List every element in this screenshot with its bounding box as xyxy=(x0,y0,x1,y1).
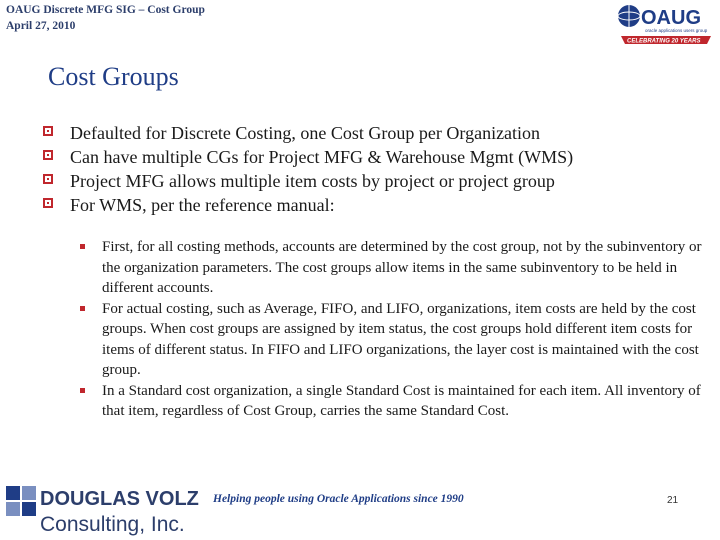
list-item: For actual costing, such as Average, FIFO, and LIFO, organizations, item costs are held by the cost groups. When cost groups are assigned by item status, the cost groups hold different item costs for items of different status. In FIFO and LIFO organizations, the layer cost is maintained with the cost group. xyxy=(102,299,712,381)
checkbox-bullet-icon xyxy=(43,126,53,136)
douglas-volz-logo xyxy=(0,472,200,540)
square-bullet-icon xyxy=(80,244,85,249)
list-item: Can have multiple CGs for Project MFG & Warehouse Mgmt (WMS) xyxy=(70,145,573,169)
sub-bullet-list xyxy=(102,237,712,422)
header-date: April 27, 2010 xyxy=(6,20,76,32)
page-number: 21 xyxy=(667,495,679,506)
header-title: OAUG Discrete MFG SIG – Cost Group xyxy=(6,4,205,16)
list-item: In a Standard cost organization, a single Standard Cost is maintained for each item. All inventory of that item, regardless of Cost Group, carries the same Standard Cost. xyxy=(102,381,712,422)
main-bullet-list xyxy=(70,121,573,217)
oaug-logo xyxy=(615,0,715,50)
list-item: Defaulted for Discrete Costing, one Cost Group per Organization xyxy=(70,121,573,145)
checkbox-bullet-icon xyxy=(43,150,53,160)
square-bullet-icon xyxy=(80,306,85,311)
checkbox-bullet-icon xyxy=(43,174,53,184)
footer-tagline: Helping people using Oracle Applications since 1990 xyxy=(213,493,464,505)
square-bullet-icon xyxy=(80,388,85,393)
list-item: First, for all costing methods, accounts are determined by the cost group, not by the subinventory or the organization parameters. The cost groups allow items in the same subinventory to be held in different accounts. xyxy=(102,237,712,299)
company-name: DOUGLAS VOLZ xyxy=(40,488,199,510)
oaug-banner-text: CELEBRATING 20 YEARS xyxy=(627,38,701,45)
page-title: Cost Groups xyxy=(48,62,179,91)
slide-header xyxy=(6,2,205,34)
oaug-brand-text: OAUG xyxy=(641,7,701,29)
list-item: Project MFG allows multiple item costs by project or project group xyxy=(70,169,573,193)
checkbox-bullet-icon xyxy=(43,198,53,208)
company-suffix: Consulting, Inc. xyxy=(40,513,185,536)
oaug-tagline-text: oracle applications users group xyxy=(645,28,708,33)
list-item: For WMS, per the reference manual: xyxy=(70,193,573,217)
